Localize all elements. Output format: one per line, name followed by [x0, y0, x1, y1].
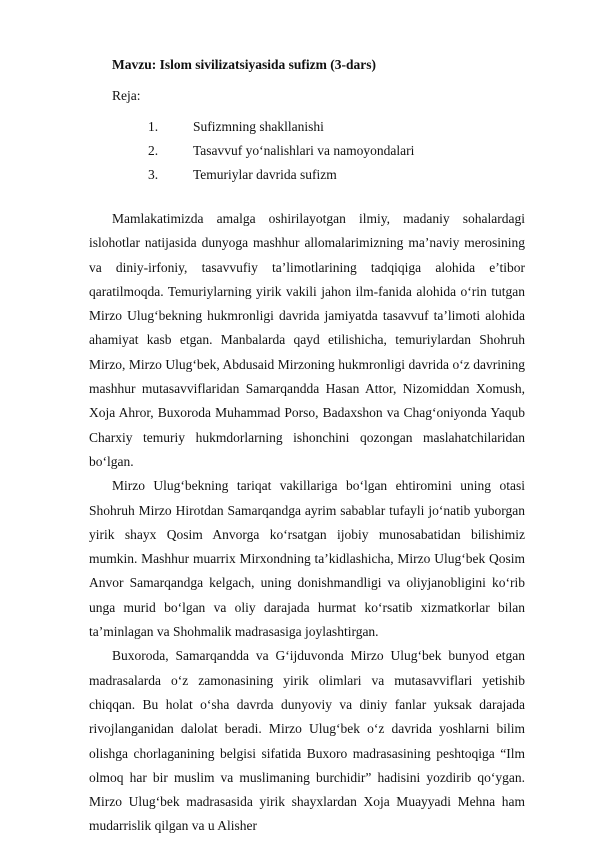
plan-item-text: Sufizmning shakllanishi [193, 119, 324, 134]
plan-item [148, 139, 414, 163]
paragraph: Buxoroda, Samarqandda va G‘ijduvonda Mirzo Ulug‘bek bunyod etgan madrasalarda o‘z zamonasining yirik olimlari va mutasavviflari yetishib chiqqan. Bu holat o‘sha davrda dunyoviy va diniy fanlar yuksak darajada rivojlanganidan dalolat beradi. Mirzo Ulug‘bek o‘z davrida yoshlarni bilim olishga chorlaganining belgisi sifatida Buxoro madrasasining peshtoqiga “Ilm olmoq har bir muslim va muslimaning burchidir” hadisini yozdirib qo‘ygan. Mirzo Ulug‘bek madrasasida yirik shayxlardan Xoja Muayyadi Mehna ham mudarrislik qilgan va u Alisher [89, 648, 525, 834]
paragraph: Mamlakatimizda amalga oshirilayotgan ilmiy, madaniy sohalardagi islohotlar natijasida dunyoga mashhur allomalarimizning ma’naviy merosining va diniy-irfoniy, tasavvufiy ta’limotlarining tadqiqiga alohida e’tibor qaratilmoqda. Temuriylarning yirik vakili jahon ilm-fanida alohida o‘rin tutgan Mirzo Ulug‘bekning hukmronligi davrida jamiyatda tasavvuf ta’limoti alohida ahamiyat kasb etgan. Manbalarda qayd etilishicha, temuriylardan Shohruh Mirzo, Mirzo Ulug‘bek, Abdusaid Mirzoning hukmronligi davrida o‘z davrining mashhur mutasavviflaridan Samarqandda Hasan Attor, Nizomiddan Xomush, Xoja Ahror, Buxoroda Muhammad Porso, Badaxshon va Chag‘oniyonda Yaqub Charxiy temuriy hukmdorlarning ishonchini qozongan maslahatchilaridan bo‘lgan. [89, 211, 525, 469]
paragraph: Mirzo Ulug‘bekning tariqat vakillariga bo‘lgan ehtiromini uning otasi Shohruh Mirzo Hirotdan Samarqandga ayrim sabablar tufayli jo‘natib yuborgan yirik shayx Qosim Anvorga ko‘rsatgan ijobiy munosabatidan bilishimiz mumkin. Mashhur muarrix Mirxondning ta’kidlashicha, Mirzo Ulug‘bek Qosim Anvor Samarqandga kelgach, uning donishmandligi va oliyjanobligini ko‘rib unga murid bo‘lgan va oliy darajada hurmat ko‘rsatib xizmatkorlar bilan ta’minlagan va Shohmalik madrasasiga joylashtirgan. [89, 478, 525, 640]
document-title: Mavzu: Islom sivilizatsiyasida sufizm (3-dars) [112, 57, 376, 72]
plan-item-number: 1. [148, 119, 159, 134]
plan-item-number: 3. [148, 167, 159, 182]
plan-item-number: 2. [148, 143, 159, 158]
plan-list [148, 115, 414, 187]
plan-item-text: Tasavvuf yo‘nalishlari va namoyondalari [193, 143, 415, 158]
plan-item [148, 115, 414, 139]
body-text [89, 207, 525, 839]
plan-label: Reja: [112, 88, 141, 103]
plan-item-text: Temuriylar davrida sufizm [193, 167, 337, 182]
plan-item [148, 163, 414, 187]
